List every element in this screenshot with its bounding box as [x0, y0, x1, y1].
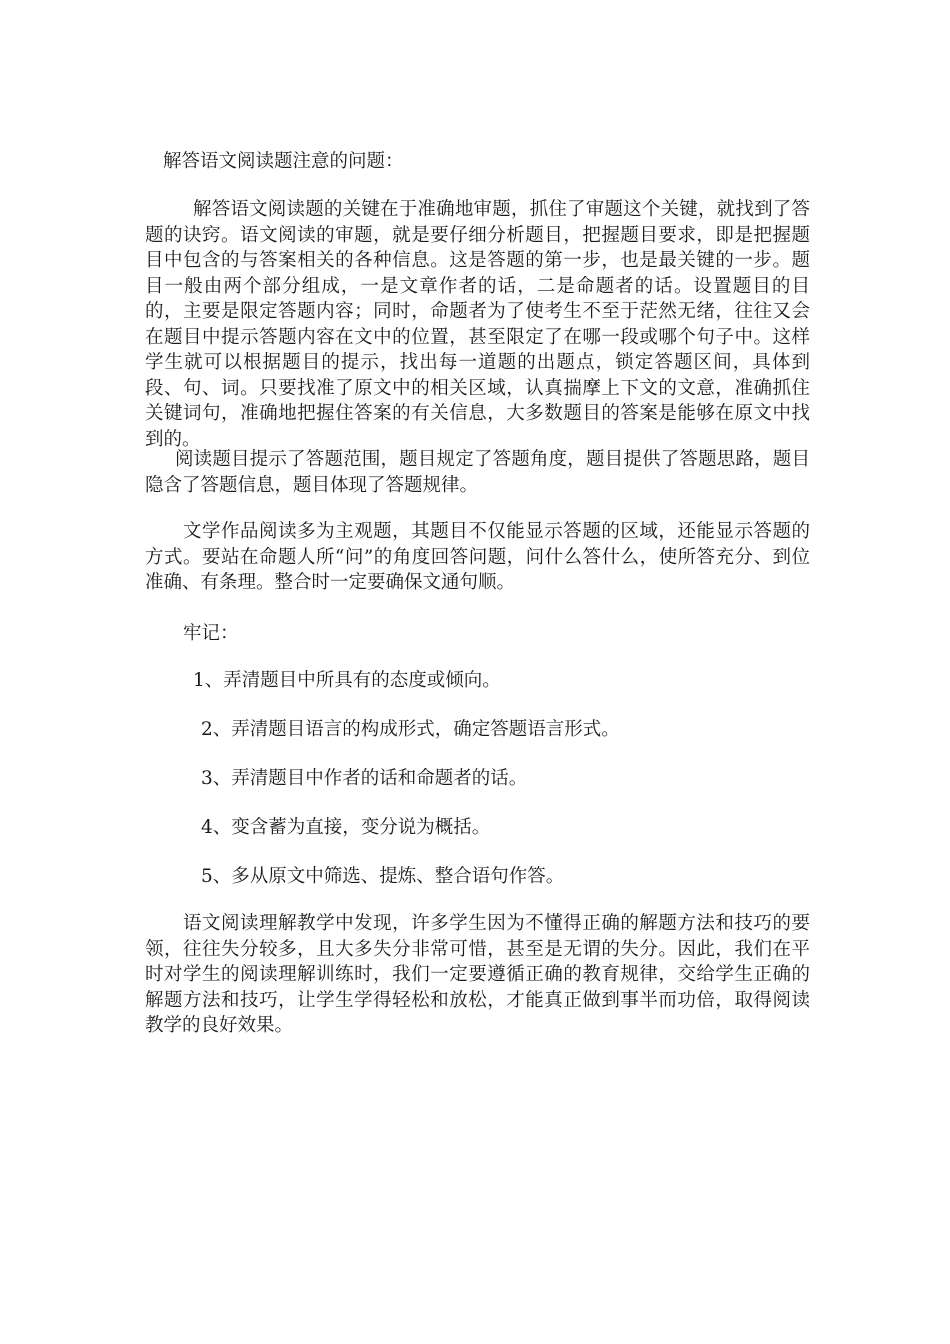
document-heading: 解答语文阅读题注意的问题：: [163, 151, 404, 172]
paragraph-key-to-reading: 解答语文阅读题的关键在于准确地审题，抓住了审题这个关键，就找到了答题的诀窍。语文阅读的审题，就是要仔细分析题目，把握题目要求，即是把握题目中包含的与答案相关的各种信息。这是答题的第一步，也是最关键的一步。题目一般由两个部分组成，一是文章作者的话，二是命题者的话。设置题目的目的，主要是限定答题内容；同时，命题者为了使考生不至于茫然无绪，往往又会在题目中提示答题内容在文中的位置，甚至限定了在哪一段或哪个句子中。这样学生就可以根据题目的提示，找出每一道题的出题点，锁定答题区间，具体到段、句、词。只要找准了原文中的相关区域，认真揣摩上下文的文意，准确抓住关键词句，准确地把握住答案的有关信息，大多数题目的答案是能够在原文中找到的。: [145, 199, 810, 450]
paragraph-title-hints: 阅读题目提示了答题范围，题目规定了答题角度，题目提供了答题思路，题目隐含了答题信息，题目体现了答题规律。: [145, 449, 810, 496]
paragraph-literary-reading: 文学作品阅读多为主观题，其题目不仅能显示答题的区域，还能显示答题的方式。要站在命题人所“问”的角度回答问题，问什么答什么，使所答充分、到位准确、有条理。整合时一定要确保文通句顺。: [145, 521, 810, 593]
list-item: 5、多从原文中筛选、提炼、整合语句作答。: [201, 866, 565, 887]
list-item: 1、弄清题目中所具有的态度或倾向。: [193, 670, 501, 691]
list-item: 4、变含蓄为直接，变分说为概括。: [201, 817, 491, 838]
remember-label: 牢记：: [183, 623, 239, 644]
list-item: 2、弄清题目语言的构成形式，确定答题语言形式。: [201, 719, 620, 740]
list-item: 3、弄清题目中作者的话和命题者的话。: [201, 768, 528, 789]
paragraph-conclusion: 语文阅读理解教学中发现，许多学生因为不懂得正确的解题方法和技巧的要领，往往失分较多，且大多失分非常可惜，甚至是无谓的失分。因此，我们在平时对学生的阅读理解训练时，我们一定要遵循正确的教育规律，交给学生正确的解题方法和技巧，让学生学得轻松和放松，才能真正做到事半而功倍，取得阅读教学的良好效果。: [145, 913, 810, 1036]
